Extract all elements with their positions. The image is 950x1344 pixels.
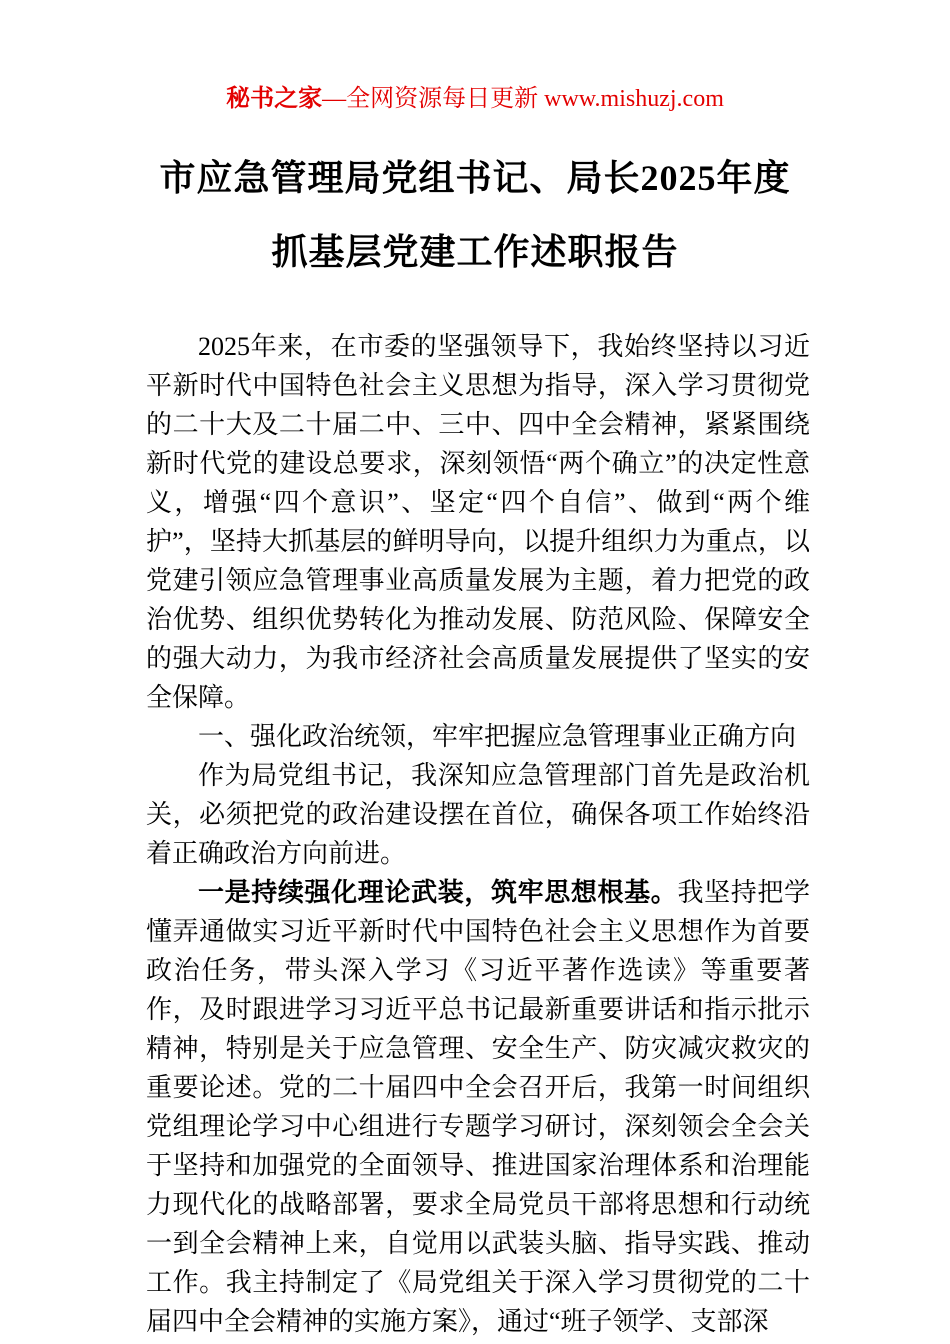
section-1-heading: 一、强化政治统领，牢牢把握应急管理事业正确方向 <box>198 722 797 752</box>
point1-text: 我坚持把学懂弄通做实习近平新时代中国特色社会主义思想作为首要政治任务，带头深入学习《习近平著作选读》等重要著作，及时跟进学习习近平总书记最新重要讲话和指示批示精神，特别是关于应急管理、安全生产、防灾减灾救灾的重要论述。党的二十届四中全会召开后，我第一时间组织党组理论学习中心组进行专题学习研讨，深刻领会全会关于坚持和加强党的全面领导、推进国家治理体系和治理能力现代化的战略部署，要求全局党员干部将思想和行动统一到全会精神上来，自觉用以武装头脑、指导实践、推动工作。我主持制定了《局党组关于深入学习贯彻党的二十届四中全会精神的实施方案》，通过“班子领学、支部深 <box>146 878 810 1337</box>
paragraph-point1 <box>146 873 810 1341</box>
document-title: 市应急管理局党组书记、局长2025年度抓基层党建工作述职报告 <box>159 158 791 273</box>
point1-bold-lead: 一是持续强化理论武装，筑牢思想根基。 <box>198 878 678 908</box>
site-url: www.mishuzj.com <box>544 86 724 112</box>
site-tagline: —全网资源每日更新 <box>322 86 545 112</box>
site-header <box>0 0 950 115</box>
document-body <box>146 327 810 1341</box>
paragraph-section1-lead: 作为局党组书记，我深知应急管理部门首先是政治机关，必须把党的政治建设摆在首位，确保各项工作始终沿着正确政治方向前进。 <box>146 761 810 869</box>
paragraph-intro: 2025年来，在市委的坚强领导下，我始终坚持以习近平新时代中国特色社会主义思想为指导，深入学习贯彻党的二十大及二十届二中、三中、四中全会精神，紧紧围绕新时代党的建设总要求，深刻领悟“两个确立”的决定性意义，增强“四个意识”、坚定“四个自信”、做到“两个维护”，坚持大抓基层的鲜明导向，以提升组织力为重点，以党建引领应急管理事业高质量发展为主题，着力把党的政治优势、组织优势转化为推动发展、防范风险、保障安全的强大动力，为我市经济社会高质量发展提供了坚实的安全保障。 <box>146 332 810 713</box>
site-brand: 秘书之家 <box>226 86 323 112</box>
